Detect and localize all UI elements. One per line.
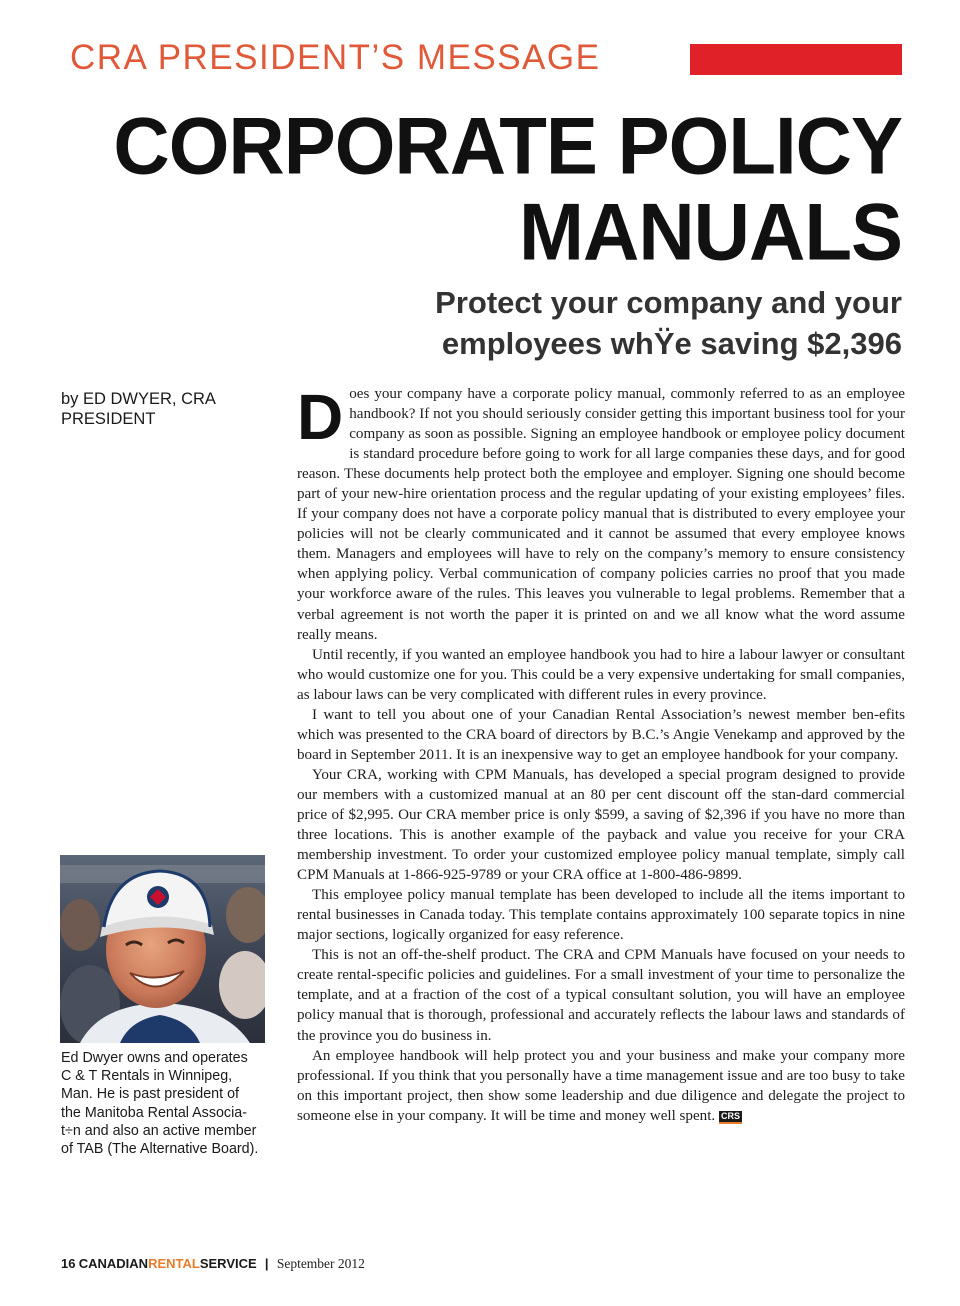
article-paragraph-7 — [297, 1046, 905, 1126]
article-paragraph-5: This employee policy manual template has been developed to include all the items important to rental businesses in Canada today. This template contains approximately 100 separate topics in nine major sections, logically organized for easy reference. — [297, 887, 905, 944]
crs-end-mark-logo: CRS — [719, 1111, 742, 1124]
issue-date: September 2012 — [276, 1256, 365, 1271]
caption-line: C & T Rentals in Winnipeg, — [61, 1068, 233, 1085]
caption-line: Ed Dwyer owns and operates — [61, 1050, 248, 1066]
article-paragraph-2: Until recently, if you wanted an employee handbook you had to hire a labour lawyer or consultant who would customize one for you. This could be a very expensive undertaking for small companies, as labour laws can be very complicated with different rules in every province. — [297, 646, 905, 703]
magazine-name-part-2: RENTAL — [148, 1256, 200, 1271]
article-paragraph-7-text: An employee handbook will help protect you and your business and make your company more professional. If you think that you personally have a time management issue and are too busy to take on this important project, then show some leadership and due diligence and delegate the project to someone else in your company. It will be time and money well spent. — [297, 1047, 905, 1124]
article-title-line-2: MANUALS — [519, 185, 902, 278]
page-footer — [61, 1254, 561, 1274]
photo-caption — [61, 1049, 267, 1158]
author-photo — [60, 855, 265, 1043]
drop-cap: D — [297, 381, 344, 453]
page-number: 16 — [61, 1256, 76, 1271]
footer-separator: | — [264, 1256, 269, 1271]
article-subtitle-line-2: employees whŸe saving $2,396 — [441, 326, 902, 361]
article-paragraph-1-text: oes your company have a corporate policy manual, commonly referred to as an employee handbook? If not you should seriously consider getting this important business tool for your company as soon as possible. Signing an employee handbook or employee policy document is standard procedure before going to work for all large companies these days, and for good reason. These documents help protect both the employee and employer. Signing one should become part of your new-hire orientation process and the regular updating of your existing employees’ files. If your company does not have a corporate policy manual that is distributed to every employee your policies will not be clearly communicated and it cannot be assumed that every employee knows them. Managers and employees will have to rely on the company’s memory to ensure consistency when applying policy. Verbal communication of company policies carries no proof that you made your workforce aware of the rules. This leaves you vulnerable to legal problems. Remember that a verbal agreement is not worth the paper it is printed on and we all know what the word assume really means. — [297, 386, 905, 643]
magazine-name-part-3: SERVICE — [199, 1256, 257, 1271]
article-paragraph-4: Your CRA, working with CPM Manuals, has developed a special program designed to provide our members with a customized manual at an 80 per cent discount off the stan-dard commercial price of $2,995. Our CRA member price is only $599, a saving of $2,396 if you have no more than three locations. This is another example of the payback and value you receive for your CRA membership investment. To order your customized employee policy manual template, simply call CPM Manuals at 1-866-925-9789 or your CRA office at 1-800-486-9899. — [297, 766, 905, 884]
magazine-name-part-1: CANADIAN — [78, 1256, 149, 1271]
caption-line: Man. He is past president of — [61, 1086, 240, 1103]
article-title — [82, 99, 902, 278]
byline: by ED DWYER, CRA PRESIDENT — [61, 390, 216, 428]
article-paragraph-6: This is not an off-the-shelf product. The CRA and CPM Manuals have focused on your needs to create rental-specific policies and guidelines. For a small investment of your time to personalize the template, and at a fraction of the cost of a typical consultant solution, you will have an employee policy manual that is thorough, professional and accurately reflects the labour laws and standards of the province you do business in. — [297, 947, 905, 1044]
caption-line: t÷n and also an active member — [61, 1122, 257, 1139]
section-label: CRA PRESIDENT’S MESSAGE — [70, 38, 601, 77]
article-title-line-1: CORPORATE POLICY — [113, 99, 902, 192]
section-accent-bar — [690, 44, 902, 75]
article-subtitle — [282, 282, 902, 364]
article-body — [297, 381, 905, 1126]
author-photo-image — [60, 855, 265, 1043]
article-subtitle-line-1: Protect your company and your — [435, 285, 902, 320]
caption-line: the Manitoba Rental Associa- — [61, 1104, 247, 1121]
article-paragraph-3: I want to tell you about one of your Canadian Rental Association’s newest member ben-efits which was presented to the CRA board of directors by B.C.’s Angie Venekamp and approved by the board in September 2011. It is an inexpensive way to get an employee handbook for your company. — [297, 706, 905, 763]
caption-line: of TAB (The Alternative Board). — [61, 1141, 259, 1158]
article-paragraph-1 — [297, 381, 905, 645]
